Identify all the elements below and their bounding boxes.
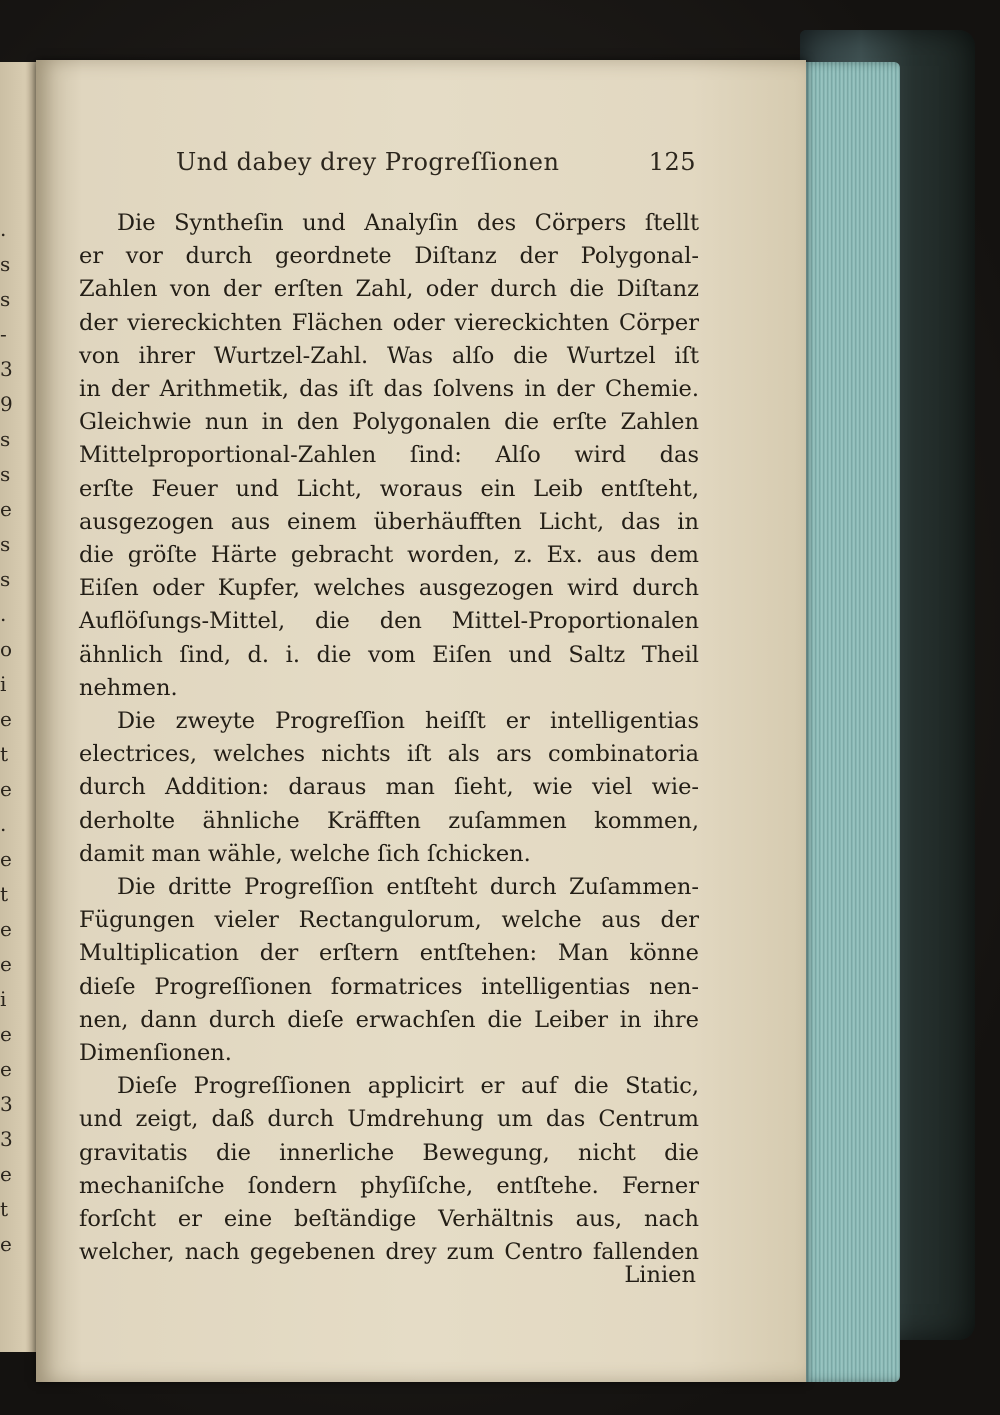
text-line: Die zweyte Progreſſion heiſſt er intelligentias bbox=[117, 708, 699, 735]
text-line: von ihrer Wurtzel-Zahl. Was alſo die Wurtzel iſt bbox=[79, 342, 699, 369]
left-page-fragment: e bbox=[0, 847, 12, 871]
text-line: Dimenſionen. bbox=[79, 1040, 232, 1067]
left-page-fragment: s bbox=[0, 462, 11, 486]
left-page-fragment: i bbox=[0, 672, 7, 696]
left-page-fragment: 3 bbox=[0, 1127, 13, 1151]
left-page-fragment: e bbox=[0, 707, 12, 731]
left-page-fragment: t bbox=[0, 742, 9, 766]
text-line: Die dritte Progreſſion entſteht durch Zuſammen- bbox=[117, 874, 699, 901]
text-line: nen, dann durch dieſe erwachſen die Leiber in ihre bbox=[79, 1006, 699, 1033]
text-line: derholte ähnliche Kräfften zuſammen kommen, bbox=[79, 807, 699, 834]
text-line: gravitatis die innerliche Bewegung, nicht die bbox=[79, 1139, 699, 1166]
running-title: Und dabey drey Progreſſionen bbox=[176, 148, 560, 176]
text-line: dieſe Progreſſionen formatrices intelligentias nen- bbox=[79, 973, 699, 1000]
body-text bbox=[79, 207, 699, 1270]
left-page-fragment: i bbox=[0, 987, 7, 1011]
left-page-fragment: s bbox=[0, 287, 11, 311]
text-line: Die Syntheſin und Analyſin des Cörpers ſtellt bbox=[117, 210, 699, 236]
text-line: und zeigt, daß durch Umdrehung um das Centrum bbox=[79, 1106, 699, 1133]
text-line: damit man wähle, welche ſich ſchicken. bbox=[79, 840, 531, 867]
left-page-fragment: - bbox=[0, 322, 7, 346]
left-page-fragment: o bbox=[0, 637, 13, 661]
text-line: forſcht er eine beſtändige Verhältnis aus, nach bbox=[79, 1206, 699, 1233]
text-line: Fügungen vieler Rectangulorum, welche aus der bbox=[79, 907, 699, 934]
text-line: mechaniſche ſondern phyſiſche, entſtehe. Ferner bbox=[79, 1172, 699, 1199]
page-edges bbox=[792, 62, 900, 1382]
left-page-fragment: s bbox=[0, 252, 11, 276]
left-page-fragment: e bbox=[0, 917, 12, 941]
text-line: Auflöſungs-Mittel, die den Mittel-Proportionalen bbox=[79, 608, 699, 635]
left-page-fragment: 3 bbox=[0, 357, 13, 381]
text-line: in der Arithmetik, das iſt das ſolvens in der Chemie. bbox=[79, 376, 699, 403]
text-line: er vor durch geordnete Diſtanz der Polygonal- bbox=[79, 243, 699, 270]
left-page-fragment: e bbox=[0, 1232, 12, 1256]
left-page-fragment: s bbox=[0, 532, 11, 556]
text-line: Mittelproportional-Zahlen ſind: Alſo wird das bbox=[79, 442, 699, 469]
catchword: Linien bbox=[624, 1262, 696, 1288]
left-page-fragment: . bbox=[0, 602, 7, 626]
text-line: welcher, nach gegebenen drey zum Centro fallenden bbox=[79, 1239, 699, 1266]
left-page-fragment: . bbox=[0, 217, 7, 241]
text-line: Gleichwie nun in den Polygonalen die erſte Zahlen bbox=[79, 409, 699, 436]
left-page-fragment: s bbox=[0, 567, 11, 591]
left-page-fragment: e bbox=[0, 1162, 12, 1186]
text-line: Dieſe Progreſſionen applicirt er auf die Static, bbox=[117, 1073, 699, 1100]
left-page-fragment: e bbox=[0, 1022, 12, 1046]
left-page-text-fragments bbox=[0, 212, 20, 1262]
text-line: ähnlich ſind, d. i. die vom Eiſen und Saltz Theil bbox=[79, 641, 699, 668]
left-page-fragment: e bbox=[0, 497, 12, 521]
left-page-edge bbox=[0, 62, 37, 1352]
left-page-fragment: s bbox=[0, 427, 11, 451]
text-line: electrices, welches nichts iſt als ars combinatoria bbox=[79, 741, 699, 768]
text-line: erſte Feuer und Licht, woraus ein Leib entſteht, bbox=[79, 475, 699, 502]
left-page-fragment: t bbox=[0, 882, 9, 906]
left-page-fragment: e bbox=[0, 777, 12, 801]
left-page-fragment: 9 bbox=[0, 392, 13, 416]
text-line: nehmen. bbox=[79, 674, 178, 701]
left-page-fragment: . bbox=[0, 812, 7, 836]
text-line: Multiplication der erſtern entſtehen: Man könne bbox=[79, 940, 699, 967]
text-line: Zahlen von der erſten Zahl, oder durch die Diſtanz bbox=[79, 276, 699, 303]
page-number: 125 bbox=[648, 148, 696, 176]
text-line: Eiſen oder Kupfer, welches ausgezogen wird durch bbox=[79, 575, 699, 602]
left-page-fragment: t bbox=[0, 1197, 9, 1221]
left-page-fragment: 3 bbox=[0, 1092, 13, 1116]
text-line: die gröſte Härte gebracht worden, z. Ex. aus dem bbox=[79, 542, 699, 569]
text-line: durch Addition: daraus man ſieht, wie viel wie- bbox=[79, 774, 699, 801]
left-page-fragment: e bbox=[0, 952, 12, 976]
text-line: der viereckichten Flächen oder viereckichten Cörper bbox=[79, 309, 699, 336]
left-page-fragment: e bbox=[0, 1057, 12, 1081]
text-line: ausgezogen aus einem überhäufften Licht, das in bbox=[79, 508, 699, 535]
book-page bbox=[36, 60, 806, 1382]
